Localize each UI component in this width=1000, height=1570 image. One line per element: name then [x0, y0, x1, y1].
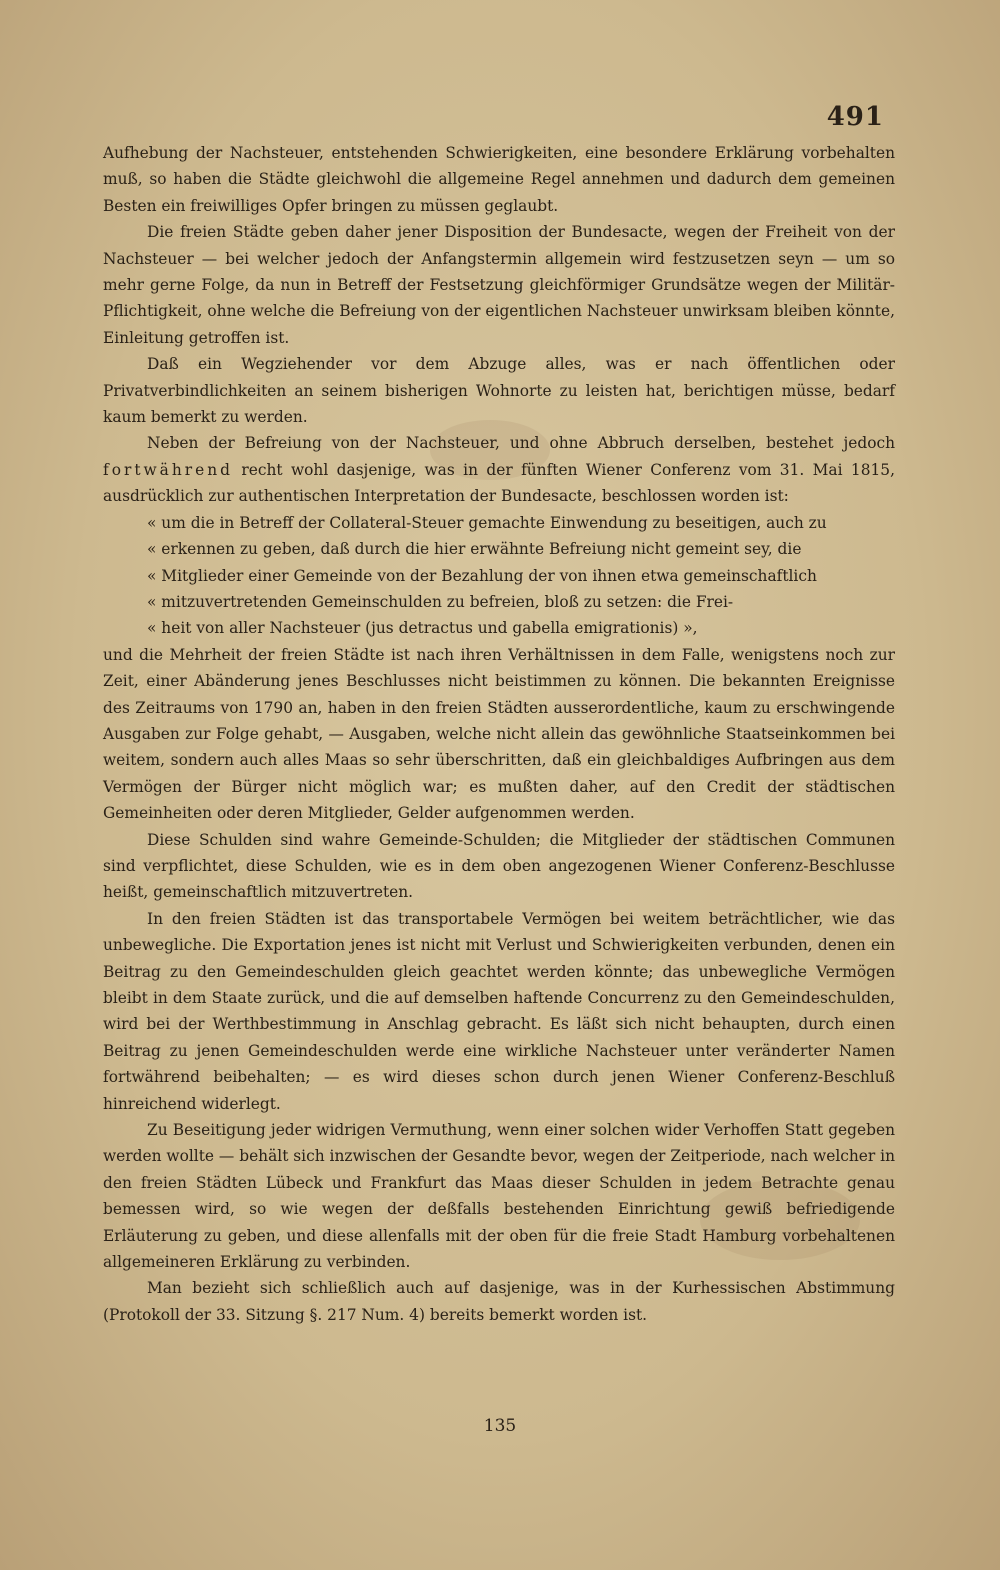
paragraph-4-part-2: recht wohl dasjenige, was in der fünften Wiener Conferenz vom 31. Mai 1815, ausdrücklich zur authentischen Interpretation der Bundesacte, beschlossen worden ist: [103, 460, 895, 506]
quote-line: « um die in Betreff der Collateral-Steuer gemachte Einwendung zu beseitigen, auch zu [147, 513, 827, 532]
paragraph-1: Aufhebung der Nachsteuer, entstehenden Schwierigkeiten, eine besondere Erklärung vorbehalten muß, so haben die Städte gleichwohl die allgemeine Regel annehmen und dadurch dem gemeinen Besten ein freiwilliges Opfer bringen zu müssen geglaubt. [103, 144, 895, 215]
quote-line: « erkennen zu geben, daß durch die hier erwähnte Befreiung nicht gemeint sey, die [147, 540, 802, 559]
quote-line: « mitzuvertretenden Gemeinschulden zu befreien, bloß zu setzen: die Frei- [147, 592, 734, 611]
body-text [103, 140, 895, 1328]
paragraph-9: Man bezieht sich schließlich auch auf dasjenige, was in der Kurhessischen Abstimmung (Protokoll der 33. Sitzung §. 217 Num. 4) bereits bemerkt worden ist. [103, 1279, 895, 1324]
paragraph-3: Daß ein Wegziehender vor dem Abzuge alles, was er nach öffentlichen oder Privatverbindlichkeiten an seinem bisherigen Wohnorte zu leisten hat, berichtigen müsse, bedarf kaum bemerkt zu werden. [103, 355, 895, 427]
paragraph-4-part-1: Neben der Befreiung von der Nachsteuer, und ohne Abbruch derselben, bestehet jedoch [147, 434, 895, 453]
page-number: 491 [826, 102, 884, 132]
paragraph-7: In den freien Städten ist das transportabele Vermögen bei weitem beträchtlicher, wie das unbewegliche. Die Exportation jenes ist nicht mit Verlust und Schwierigkeiten verbunden, denen ein Beitrag zu den Gemeindeschulden gleich geachtet werden könnte; das unbewegliche Vermögen bleibt in dem Staate zurück, und die auf demselben haftende Concurrenz zu den Gemeindeschulden, wird bei der Werthbestimmung in Anschlag gebracht. Es läßt sich nicht behaupten, durch einen Beitrag zu jenen Gemeindeschulden werde eine wirkliche Nachsteuer unter veränderter Namen fortwährend beibehalten; — es wird dieses schon durch jenen Wiener Conferenz-Beschluß hinreichend widerlegt. [103, 909, 895, 1113]
paragraph-8: Zu Beseitigung jeder widrigen Vermuthung, wenn einer solchen wider Verhoffen Statt gegeben werden wollte — behält sich inzwischen der Gesandte bevor, wegen der Zeitperiode, nach welcher in den freien Städten Lübeck und Frankfurt das Maas dieser Schulden in jedem Betrachte genau bemessen wird, so wie wegen der deßfalls bestehenden Einrichtung gewiß befriedigende Erläuterung zu geben, und diese allenfalls mit der oben für die freie Stadt Hamburg vorbehaltenen allgemeineren Erklärung zu verbinden. [103, 1121, 895, 1272]
quotation-block [147, 510, 895, 642]
printer-signature: 135 [483, 1416, 517, 1436]
paragraph-4 [103, 430, 895, 509]
paragraph-6: Diese Schulden sind wahre Gemeinde-Schulden; die Mitglieder der städtischen Communen sind verpflichtet, diese Schulden, wie es in dem oben angezogenen Wiener Conferenz-Beschlusse heißt, gemeinschaftlich mitzuvertreten. [103, 830, 895, 902]
quote-line: « Mitglieder einer Gemeinde von der Bezahlung der von ihnen etwa gemeinschaftlich [147, 566, 817, 585]
paragraph-2: Die freien Städte geben daher jener Disposition der Bundesacte, wegen der Freiheit von der Nachsteuer — bei welcher jedoch der Anfangstermin allgemein wird festzusetzen seyn — um so mehr gerne Folge, da nun in Betreff der Festsetzung gleichförmiger Grundsätze wegen der Militär-Pflichtigkeit, ohne welche die Befreiung von der eigentlichen Nachsteuer unwirksam bleiben könnte, Einleitung getroffen ist. [103, 223, 895, 347]
paragraph-5: und die Mehrheit der freien Städte ist nach ihren Verhältnissen in dem Falle, wenigstens noch zur Zeit, einer Abänderung jenes Beschlusses nicht beistimmen zu können. Die bekannten Ereignisse des Zeitraums von 1790 an, haben in den freien Städten ausserordentliche, kaum zu erschwingende Ausgaben zur Folge gehabt, — Ausgaben, welche nicht allein das gewöhnliche Staatseinkommen bei weitem, sondern auch alles Maas so sehr überschritten, daß ein gleichbaldiges Aufbringen aus dem Vermögen der Bürger nicht möglich war; es mußten daher, auf den Credit der städtischen Gemeinheiten oder deren Mitglieder, Gelder aufgenommen werden. [103, 645, 895, 823]
spaced-word: fortwährend [103, 460, 233, 479]
quote-line: « heit von aller Nachsteuer (jus detractus und gabella emigrationis) », [147, 619, 698, 638]
